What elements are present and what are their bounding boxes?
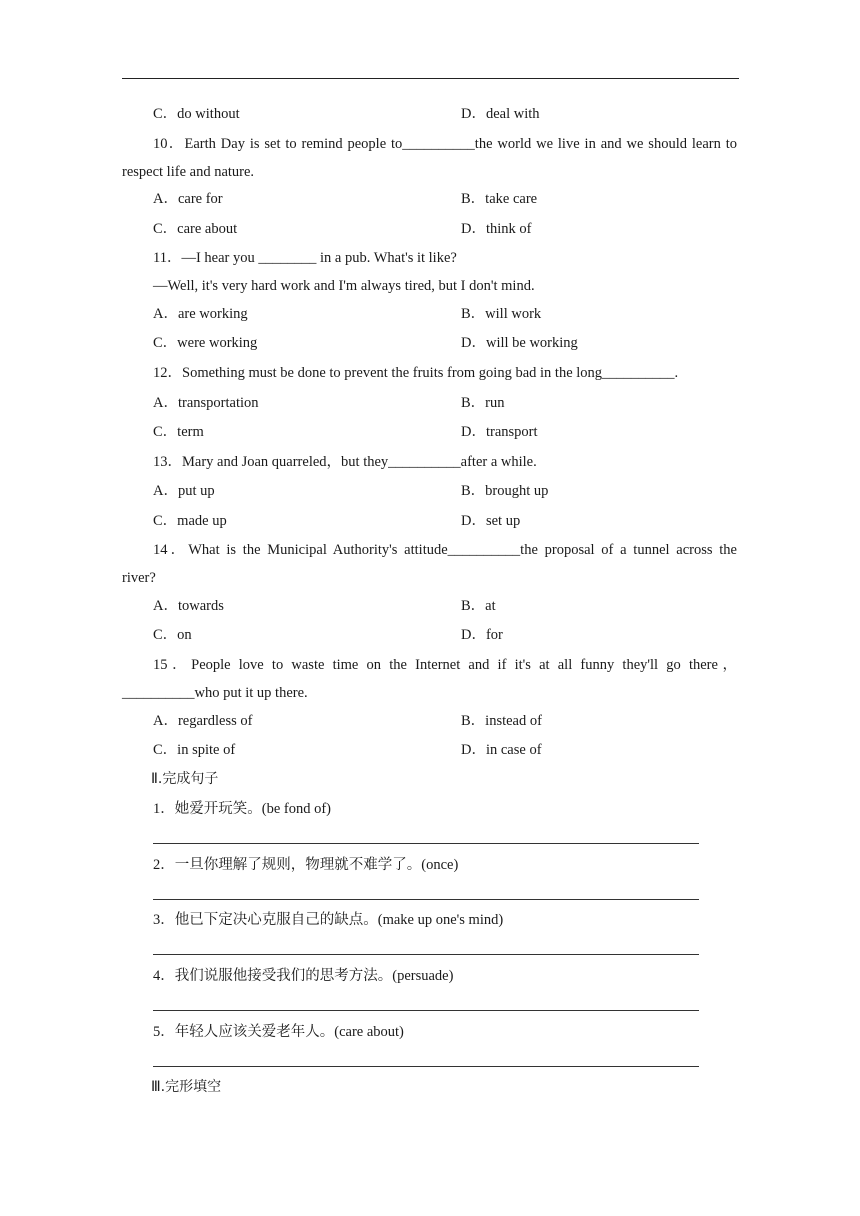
option-b: B．run — [461, 395, 505, 411]
option-a: A．are working — [153, 306, 248, 322]
option-b: B．take care — [461, 191, 538, 207]
question-11-text: 11．—I hear you ________ in a pub. What's it like? — [153, 250, 457, 266]
section-title-complete-sentences: Ⅱ.完成句子 — [151, 771, 219, 787]
option-c: C．care about — [153, 221, 238, 237]
option-c: C．made up — [153, 513, 227, 529]
option-c: C．on — [153, 627, 192, 643]
header-rule — [122, 78, 739, 79]
translation-item: 2．一旦你理解了规则，物理就不难学了。(once) — [153, 857, 459, 873]
question-10-text: 10．Earth Day is set to remind people to__________the world we live in and we should learn to — [153, 136, 737, 152]
option-c: C．do without — [153, 106, 240, 122]
answer-line — [153, 1010, 699, 1011]
option-c: C．were working — [153, 335, 258, 351]
translation-item: 4．我们说服他接受我们的思考方法。(persuade) — [153, 968, 454, 984]
translation-item: 5．年轻人应该关爱老年人。(care about) — [153, 1024, 404, 1040]
option-c: C．in spite of — [153, 742, 236, 758]
answer-line — [153, 843, 699, 844]
option-b: B．at — [461, 598, 496, 614]
option-d: D．for — [461, 627, 503, 643]
option-a: A．towards — [153, 598, 224, 614]
option-b: B．will work — [461, 306, 542, 322]
question-15-text-cont: __________who put it up there. — [122, 685, 308, 701]
question-11-reply: —Well, it's very hard work and I'm always tired, but I don't mind. — [153, 278, 535, 294]
option-d: D．deal with — [461, 106, 540, 122]
option-d: D．set up — [461, 513, 521, 529]
answer-line — [153, 954, 699, 955]
option-d: D．think of — [461, 221, 532, 237]
answer-line — [153, 1066, 699, 1067]
question-14-text: 14．What is the Municipal Authority's attitude__________the proposal of a tunnel across the — [153, 542, 737, 558]
section-title-cloze: Ⅲ.完形填空 — [151, 1079, 222, 1095]
option-b: B．instead of — [461, 713, 542, 729]
option-a: A．regardless of — [153, 713, 253, 729]
question-12-text: 12．Something must be done to prevent the fruits from going bad in the long__________. — [153, 365, 679, 381]
translation-item: 1．她爱开玩笑。(be fond of) — [153, 801, 331, 817]
option-d: D．in case of — [461, 742, 542, 758]
translation-item: 3．他已下定决心克服自己的缺点。(make up one's mind) — [153, 912, 504, 928]
question-14-text-cont: river? — [122, 570, 156, 586]
option-a: A．put up — [153, 483, 215, 499]
option-b: B．brought up — [461, 483, 549, 499]
question-10-text-cont: respect life and nature. — [122, 164, 255, 180]
answer-line — [153, 899, 699, 900]
option-d: D．transport — [461, 424, 538, 440]
option-a: A．care for — [153, 191, 223, 207]
question-13-text: 13．Mary and Joan quarreled，but they__________after a while. — [153, 454, 537, 470]
option-c: C．term — [153, 424, 204, 440]
option-d: D．will be working — [461, 335, 578, 351]
option-a: A．transportation — [153, 395, 259, 411]
question-15-text: 15．People love to waste time on the Internet and if it's at all funny they'll go there， — [153, 657, 737, 673]
